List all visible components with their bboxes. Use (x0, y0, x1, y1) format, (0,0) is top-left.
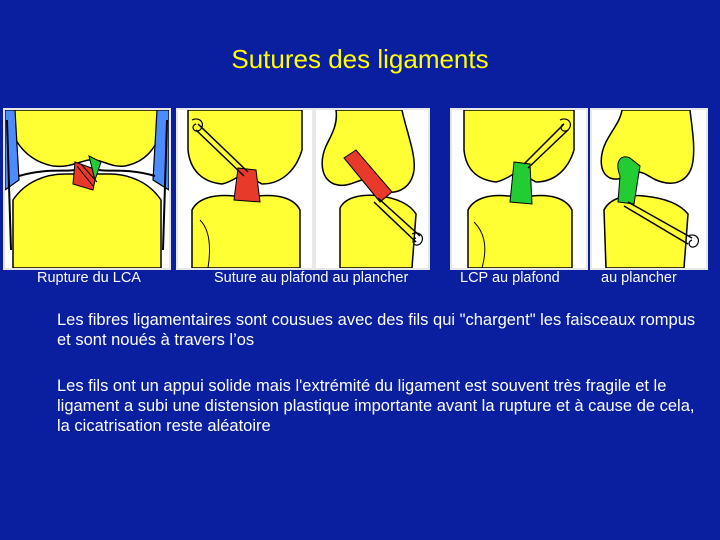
caption-lca-rupture: Rupture du LCA (37, 270, 141, 286)
suture-plafond-illustration (176, 108, 314, 270)
caption-lcp-plafond: LCP au plafond (460, 270, 560, 286)
paragraph-healing-outcome: Les fils ont un appui solide mais l'extrémité du ligament est souvent très fragile et le ligament a subi une distension plastique importante avant la rupture et à cause de cela, la cicatrisation reste aléatoire (57, 377, 695, 435)
caption-plancher: au plancher (601, 270, 677, 286)
suture-plancher-illustration (314, 108, 430, 270)
lcp-plancher-illustration (590, 108, 708, 270)
lcp-plafond-illustration (450, 108, 588, 270)
paragraph-suture-technique: Les fibres ligamentaires sont cousues avec des fils qui "chargent" les faisceaux rompus et sont noués à travers l’os (57, 311, 696, 349)
lca-rupture-illustration (3, 108, 171, 270)
slide-title: Sutures des ligaments (231, 44, 489, 74)
caption-suture-plafond-plancher: Suture au plafond au plancher (214, 270, 409, 286)
